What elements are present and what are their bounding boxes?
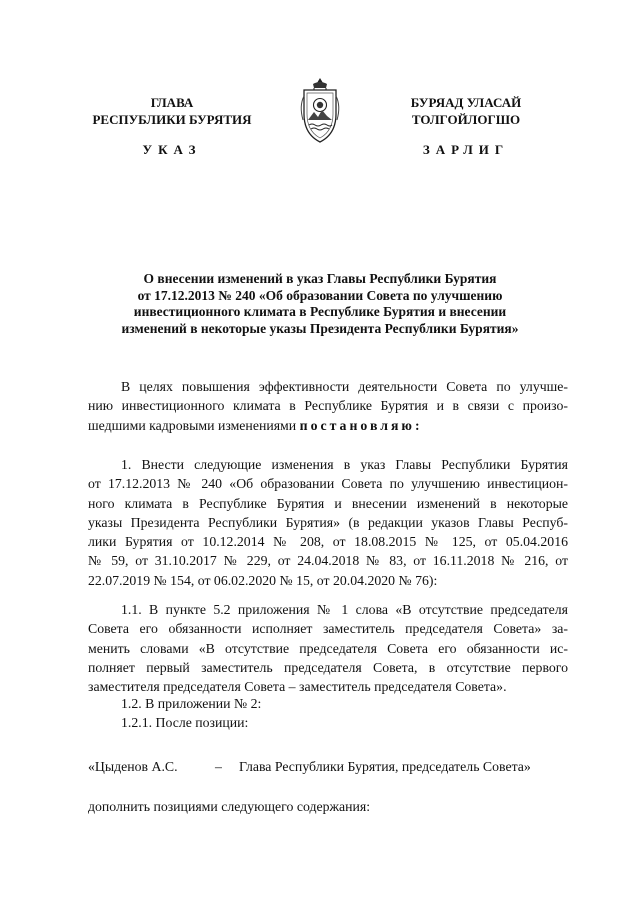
paragraph-line: указы Президента Республики Бурятия» (в редакции указов Главы Респуб- [88, 514, 568, 530]
paragraph-line: В целях повышения эффективности деятельности Совета по улучше- [121, 379, 568, 394]
header-right-line2: ТОЛГОЙЛОГШО [411, 112, 521, 127]
paragraph-line: заместителя председателя Совета – заместитель председателя Совета». [88, 679, 507, 695]
paragraph-line: менить словами «В отсутствие председателя Совета его обязанности ис- [88, 640, 568, 656]
decree-word: постановляю: [299, 417, 423, 433]
header-right-line1: БУРЯАД УЛАСАЙ [410, 95, 522, 110]
paragraph-line: 22.07.2019 № 154, от 06.02.2020 № 15, от 20.04.2020 № 76): [88, 572, 438, 588]
title-line: от 17.12.2013 № 240 «Об образовании Совета по улучшению [137, 287, 503, 303]
header-left-line2: РЕСПУБЛИКИ БУРЯТИЯ [92, 112, 252, 127]
paragraph-line: 1.2. В приложении № 2: [121, 696, 262, 711]
header-left-line1: ГЛАВА [150, 95, 194, 110]
paragraph-line: от 17.12.2013 № 240 «Об образовании Совета по улучшению инвестицион- [88, 476, 568, 492]
title-line: инвестиционного климата в Республике Бурятия и внесении [133, 304, 507, 319]
title-line: О внесении изменений в указ Главы Республики Бурятия [143, 271, 497, 286]
supplement-text: дополнить позициями следующего содержания: [88, 799, 371, 814]
header-left [74, 94, 270, 128]
paragraph-line: 1.1. В пункте 5.2 приложения № 1 слова «В отсутствие председателя [121, 602, 568, 617]
paragraph-line: 1.2.1. После позиции: [121, 715, 249, 730]
item-1-2-1-paragraph [88, 713, 568, 732]
doc-type-left: УКАЗ [142, 142, 202, 157]
paragraph-line [88, 416, 568, 435]
position-dash: – [215, 759, 222, 774]
item-1-paragraph [88, 455, 568, 590]
preamble-paragraph [88, 377, 568, 435]
coat-of-arms-buryatia-icon [296, 76, 344, 146]
paragraph-line: 1. Внести следующие изменения в указ Главы Республики Бурятия [121, 457, 568, 472]
position-name: «Цыденов А.С. [88, 759, 178, 774]
paragraph-line: № 59, от 31.10.2017 № 229, от 24.04.2018 № 83, от 16.11.2018 № 216, от [88, 553, 568, 569]
preamble-line3-text: шедшими кадровыми изменениями [88, 417, 297, 433]
paragraph-line: ного климата в Республике Бурятия и внесении изменений в некоторые [88, 495, 568, 511]
decree-title [70, 271, 570, 337]
paragraph-line: Совета его обязанности исполняет заместитель председателя Совета» за- [88, 621, 568, 637]
item-1-1-paragraph [88, 600, 568, 696]
item-1-2-paragraph [88, 694, 568, 713]
paragraph-line: лики Бурятия от 10.12.2014 № 208, от 18.08.2015 № 125, от 05.04.2016 [88, 534, 568, 550]
title-line: изменений в некоторые указы Президента Республики Бурятия» [121, 320, 519, 336]
position-role: Глава Республики Бурятия, председатель Совета» [239, 759, 531, 774]
header-right [366, 94, 566, 128]
doc-type-right: ЗАРЛИГ [422, 142, 510, 157]
paragraph-line: полняет первый заместитель председателя Совета, в отсутствие первого [88, 659, 568, 675]
paragraph-line: нию инвестиционного климата в Республике Бурятия и в связи с произо- [88, 398, 568, 414]
